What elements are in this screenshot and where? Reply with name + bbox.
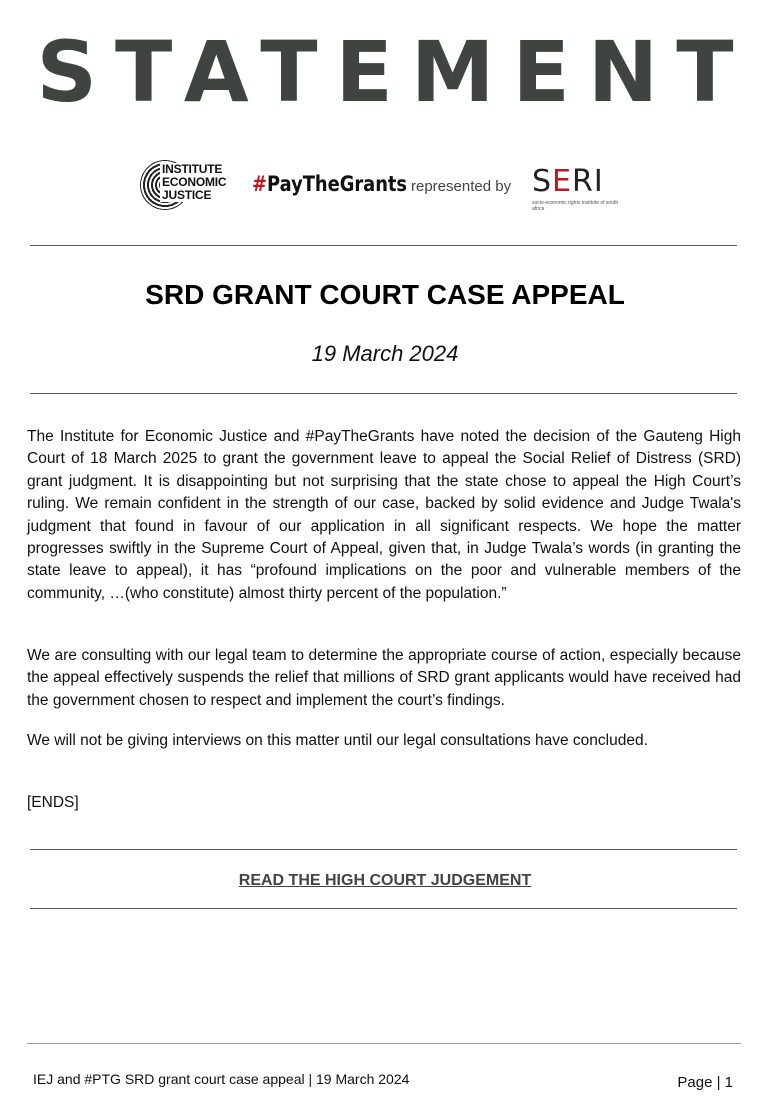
paragraph-1: The Institute for Economic Justice and #PayTheGrants have noted the decision of the Gauteng High Court of 18 March 2025 to grant the government leave to appeal the Social Relief of Distress (SRD) grant judgment. It is disappointing but not surprising that the state chose to appeal the High Court’s ruling. We remain confident in the strength of our case, backed by solid evidence and Judge Twala's judgment that found in favour of our application in all significant respects. We hope the matter progresses swiftly in the Supreme Court of Appeal, given that, in Judge Twala’s words (in granting the state leave to appeal), it has “profound implications on the poor and vulnerable members of the community, …(who constitute) almost thirty percent of the population.”	[27, 428, 741, 602]
divider-below-date	[30, 393, 737, 394]
iej-logo	[138, 156, 234, 218]
page-number: Page | 1	[677, 1074, 733, 1091]
paragraph-3: We will not be giving interviews on this matter until our legal consultations have concluded.	[27, 732, 648, 749]
divider-top	[30, 245, 737, 246]
paragraph-2: We are consulting with our legal team to determine the appropriate course of action, especially because the appeal effectively suspends the relief that millions of SRD grant applicants would have received had the government chosen to respect and implement the court’s findings.	[27, 647, 741, 709]
ends-marker: [ENDS]	[27, 794, 79, 811]
seri-logo-subtitle: socio-economic rights institute of south africa	[532, 200, 619, 212]
page-title: SRD GRANT COURT CASE APPEAL	[145, 279, 625, 310]
footer-divider	[27, 1043, 741, 1044]
high-court-judgement-link[interactable]: READ THE HIGH COURT JUDGEMENT	[238, 872, 532, 889]
footer-title: IEJ and #PTG SRD grant court case appeal | 19 March 2024	[33, 1071, 410, 1087]
divider-below-link	[30, 908, 737, 909]
partner-logos	[0, 150, 770, 230]
seri-logo: SERI socio-economic rights institute of south africa	[532, 164, 622, 224]
represented-by-label: represented by	[411, 178, 512, 195]
iej-logo-text: INSTITUTE ECONOMIC JUSTICE	[162, 162, 227, 202]
divider-above-link	[30, 849, 737, 850]
paythegrants-logo: #PayTheGrants	[252, 172, 408, 196]
statement-banner: STATEMENT	[36, 23, 752, 121]
statement-date: 19 March 2024	[311, 341, 459, 366]
